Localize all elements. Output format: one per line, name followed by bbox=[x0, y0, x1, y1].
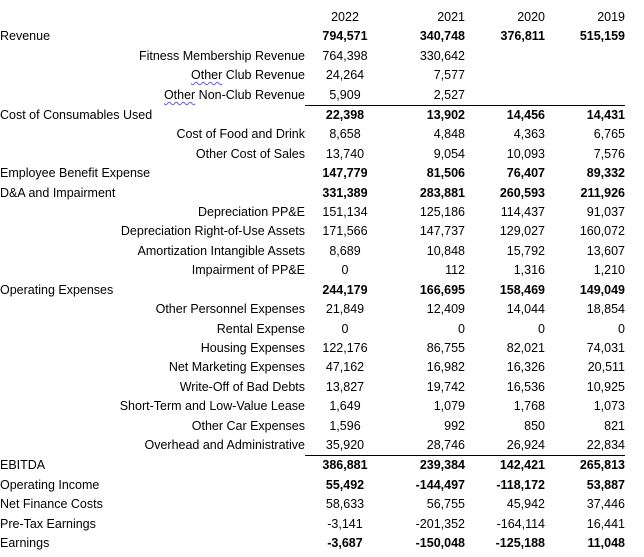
cell-value: 19,742 bbox=[426, 379, 465, 394]
cell-value: 35,920 bbox=[325, 437, 365, 452]
cell-value: 1,079 bbox=[433, 399, 465, 414]
cell-value: 13,607 bbox=[586, 243, 625, 258]
cell-value: 386,881 bbox=[305, 456, 385, 476]
cell-value: 91,037 bbox=[586, 205, 625, 220]
table-row bbox=[0, 242, 644, 261]
cell-value: 14,044 bbox=[506, 302, 545, 317]
cell-value: 166,695 bbox=[419, 282, 465, 297]
cell-value: 1,073 bbox=[593, 399, 625, 414]
cell-value: 158,469 bbox=[499, 282, 545, 297]
row-label: Operating Income bbox=[0, 477, 100, 492]
cell-value: 20,511 bbox=[587, 360, 625, 375]
cell-value bbox=[545, 86, 625, 106]
cell-value: 16,326 bbox=[506, 360, 545, 375]
table-row bbox=[0, 436, 644, 456]
cell-value: 330,642 bbox=[419, 48, 465, 63]
row-label: Write-Off of Bad Debts bbox=[179, 379, 305, 394]
table-row bbox=[0, 456, 644, 476]
cell-value: 45,942 bbox=[506, 497, 545, 512]
cell-value: 16,441 bbox=[586, 516, 625, 531]
cell-value: 22,834 bbox=[586, 437, 625, 452]
cell-value: -125,188 bbox=[495, 535, 545, 550]
row-label: Net Marketing Expenses bbox=[168, 360, 305, 375]
row-label: Net Finance Costs bbox=[0, 497, 103, 512]
table-row bbox=[0, 515, 644, 534]
cell-value: 28,746 bbox=[426, 437, 465, 452]
row-label: EBITDA bbox=[0, 458, 46, 473]
row-label bbox=[0, 86, 305, 106]
table-row bbox=[0, 281, 644, 300]
table-row bbox=[0, 125, 644, 144]
cell-value: -164,114 bbox=[496, 516, 545, 531]
row-label: Overhead and Administrative bbox=[144, 438, 305, 453]
cell-value: -3,141 bbox=[327, 516, 363, 531]
cell-value: 244,179 bbox=[322, 282, 368, 297]
cell-value: 0 bbox=[618, 321, 625, 336]
table-row bbox=[0, 339, 644, 358]
cell-value: 10,848 bbox=[426, 243, 465, 258]
cell-value: 147,779 bbox=[322, 166, 368, 181]
table-row bbox=[0, 261, 644, 280]
cell-value: 265,813 bbox=[545, 456, 625, 476]
cell-value: 7,576 bbox=[593, 146, 625, 161]
cell-value: 21,849 bbox=[325, 302, 365, 317]
cell-value: 340,748 bbox=[419, 29, 465, 44]
cell-value: 1,316 bbox=[513, 263, 545, 278]
cell-value: 0 bbox=[538, 321, 545, 336]
cell-value: 24,264 bbox=[325, 68, 365, 83]
cell-value: 11,048 bbox=[587, 535, 625, 550]
cell-value bbox=[465, 86, 545, 106]
row-label: Amortization Intangible Assets bbox=[137, 243, 305, 258]
cell-value: 283,881 bbox=[419, 185, 465, 200]
cell-value bbox=[545, 66, 625, 85]
cell-value: 850 bbox=[524, 418, 545, 433]
year-header: 2020 bbox=[517, 10, 545, 24]
cell-value: 13,740 bbox=[325, 146, 365, 161]
cell-value: 8,689 bbox=[329, 243, 361, 258]
cell-value: 1,596 bbox=[329, 418, 361, 433]
row-label: Other Personnel Expenses bbox=[155, 302, 305, 317]
cell-value: 47,162 bbox=[325, 360, 365, 375]
row-label: Housing Expenses bbox=[200, 340, 305, 355]
spellcheck-word: Other bbox=[191, 68, 223, 83]
row-label: Cost of Consumables Used bbox=[0, 107, 153, 122]
cell-value: 37,446 bbox=[586, 497, 625, 512]
cell-value: 15,792 bbox=[506, 243, 545, 258]
cell-value: 55,492 bbox=[325, 477, 365, 492]
row-label: Pre-Tax Earnings bbox=[0, 516, 96, 531]
income-statement-table bbox=[0, 8, 644, 553]
row-label bbox=[0, 66, 305, 85]
row-label: Depreciation PP&E bbox=[197, 205, 305, 220]
cell-value: 992 bbox=[444, 418, 465, 433]
cell-value: 4,848 bbox=[433, 127, 465, 142]
table-row bbox=[0, 476, 644, 495]
row-label: Employee Benefit Expense bbox=[0, 166, 151, 181]
cell-value: 160,072 bbox=[579, 224, 625, 239]
cell-value: 239,384 bbox=[385, 456, 465, 476]
cell-value bbox=[465, 47, 545, 66]
table-row bbox=[0, 184, 644, 203]
cell-value: 81,506 bbox=[426, 166, 465, 181]
cell-value: 515,159 bbox=[579, 29, 625, 44]
table-row bbox=[0, 27, 644, 46]
cell-value: 376,811 bbox=[500, 29, 545, 44]
cell-value: 211,926 bbox=[580, 185, 625, 200]
table-row bbox=[0, 145, 644, 164]
table-row bbox=[0, 300, 644, 319]
cell-value: 4,363 bbox=[513, 127, 545, 142]
cell-value: 16,536 bbox=[506, 379, 545, 394]
cell-value: 22,398 bbox=[305, 106, 385, 126]
cell-value: 1,210 bbox=[593, 263, 625, 278]
table-row bbox=[0, 358, 644, 377]
cell-value: -3,687 bbox=[327, 535, 363, 550]
cell-value: 10,925 bbox=[586, 379, 625, 394]
table-row bbox=[0, 495, 644, 514]
cell-value: 10,093 bbox=[506, 146, 545, 161]
cell-value: 86,755 bbox=[426, 340, 465, 355]
cell-value: 129,027 bbox=[499, 224, 545, 239]
table-row bbox=[0, 378, 644, 397]
row-label: Fitness Membership Revenue bbox=[138, 48, 305, 63]
cell-value: 142,421 bbox=[465, 456, 545, 476]
cell-value: 171,566 bbox=[322, 224, 368, 239]
cell-value: 74,031 bbox=[586, 340, 625, 355]
table-row bbox=[0, 86, 644, 106]
cell-value: 76,407 bbox=[506, 166, 545, 181]
table-row bbox=[0, 397, 644, 416]
cell-value: 14,456 bbox=[465, 106, 545, 126]
cell-value: 764,398 bbox=[322, 48, 368, 63]
table-row bbox=[0, 47, 644, 66]
cell-value: 331,389 bbox=[322, 185, 368, 200]
cell-value: 13,902 bbox=[385, 106, 465, 126]
spellcheck-word: Other bbox=[163, 87, 196, 102]
cell-value: 8,658 bbox=[329, 127, 361, 142]
cell-value: 26,924 bbox=[506, 437, 545, 452]
row-label: Cost of Food and Drink bbox=[176, 127, 305, 142]
cell-value: 122,176 bbox=[322, 340, 368, 355]
row-label: Rental Expense bbox=[216, 321, 305, 336]
cell-value: 5,909 bbox=[329, 87, 361, 102]
row-label: Depreciation Right-of-Use Assets bbox=[120, 224, 305, 239]
row-label: D&A and Impairment bbox=[0, 185, 116, 200]
year-header: 2022 bbox=[331, 10, 359, 24]
cell-value: -118,172 bbox=[496, 477, 545, 492]
cell-value: 114,437 bbox=[500, 205, 545, 220]
row-label: Other Cost of Sales bbox=[195, 146, 305, 161]
cell-value: 18,854 bbox=[586, 302, 625, 317]
cell-value: 0 bbox=[341, 321, 349, 336]
table-row bbox=[0, 203, 644, 222]
row-label: Short-Term and Low-Value Lease bbox=[119, 399, 305, 414]
table-row bbox=[0, 534, 644, 553]
cell-value: 794,571 bbox=[322, 29, 368, 44]
cell-value: 147,737 bbox=[419, 224, 465, 239]
table-row bbox=[0, 222, 644, 241]
cell-value: -150,048 bbox=[415, 535, 465, 550]
row-label: Impairment of PP&E bbox=[191, 263, 305, 278]
cell-value: 1,649 bbox=[329, 399, 361, 414]
cell-value: 12,409 bbox=[426, 302, 465, 317]
cell-value: 89,332 bbox=[586, 166, 625, 181]
cell-value: 0 bbox=[341, 263, 349, 278]
table-row bbox=[0, 66, 644, 85]
cell-value: 14,431 bbox=[545, 106, 625, 126]
cell-value bbox=[465, 66, 545, 85]
table-row bbox=[0, 320, 644, 339]
cell-value: 6,765 bbox=[593, 127, 625, 142]
cell-value: 9,054 bbox=[433, 146, 465, 161]
row-label: Operating Expenses bbox=[0, 282, 114, 297]
cell-value: 7,577 bbox=[433, 68, 465, 83]
cell-value bbox=[545, 47, 625, 66]
cell-value: 56,755 bbox=[426, 497, 465, 512]
cell-value: 16,982 bbox=[426, 360, 465, 375]
cell-value: 112 bbox=[445, 263, 465, 278]
row-label: Revenue bbox=[0, 29, 51, 44]
year-header-row bbox=[0, 8, 644, 27]
cell-value: 125,186 bbox=[419, 205, 465, 220]
cell-value: 2,527 bbox=[433, 87, 465, 102]
cell-value: 0 bbox=[458, 321, 465, 336]
cell-value: 58,633 bbox=[325, 497, 365, 512]
cell-value: 82,021 bbox=[506, 340, 545, 355]
cell-value: 13,827 bbox=[325, 379, 365, 394]
row-label: Other Car Expenses bbox=[191, 418, 305, 433]
cell-value: 53,887 bbox=[586, 477, 625, 492]
table-row bbox=[0, 417, 644, 436]
year-header: 2019 bbox=[597, 10, 625, 24]
cell-value: 151,134 bbox=[322, 205, 368, 220]
row-label-rest: Non-Club Revenue bbox=[195, 87, 305, 102]
cell-value: -144,497 bbox=[415, 477, 465, 492]
table-row bbox=[0, 106, 644, 126]
cell-value: 1,768 bbox=[513, 399, 545, 414]
row-label-rest: Club Revenue bbox=[222, 68, 305, 83]
table-row bbox=[0, 164, 644, 183]
cell-value: -201,352 bbox=[415, 516, 465, 531]
cell-value: 260,593 bbox=[499, 185, 545, 200]
header-spacer bbox=[0, 8, 305, 27]
cell-value: 149,049 bbox=[579, 282, 625, 297]
year-header: 2021 bbox=[437, 10, 465, 24]
row-label: Earnings bbox=[0, 535, 50, 550]
cell-value: 821 bbox=[604, 418, 625, 433]
